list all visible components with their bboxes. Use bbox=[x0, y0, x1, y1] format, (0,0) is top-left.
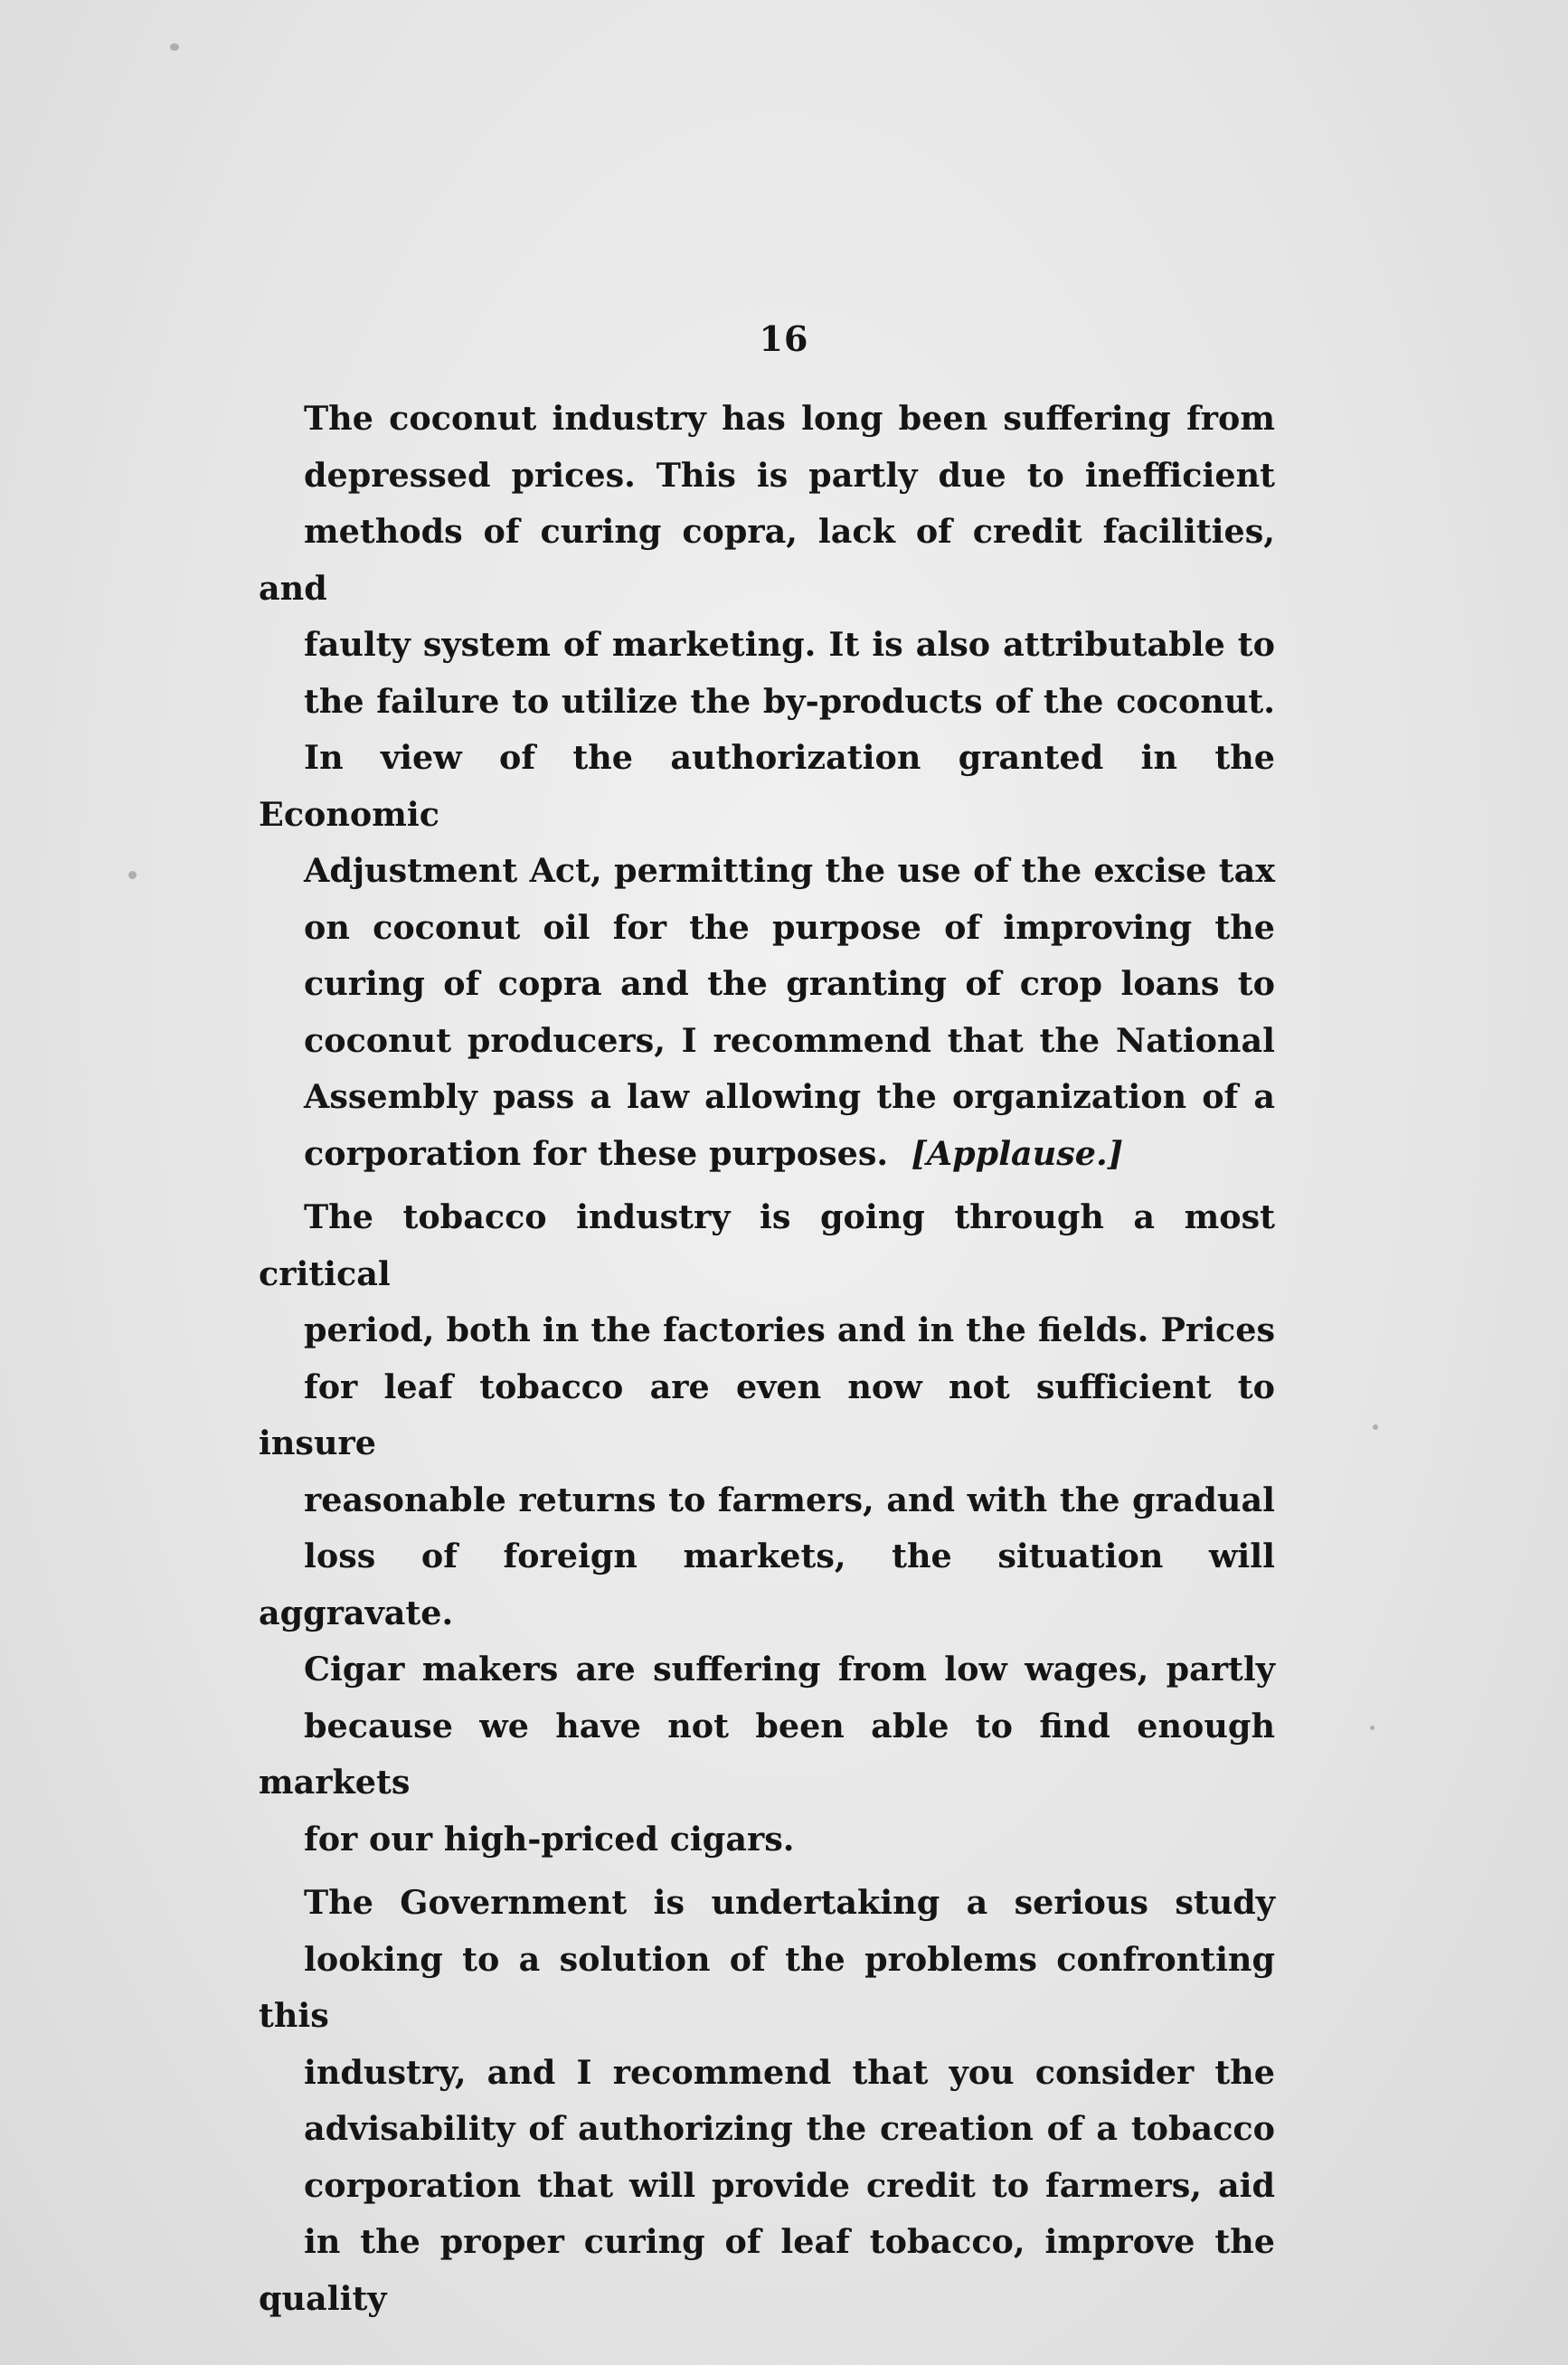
text-line-prefix: corporation for these purposes. bbox=[304, 1133, 889, 1173]
text-line: the failure to utilize the by-products of the coconut. bbox=[304, 681, 1275, 721]
text-line: The tobacco industry is going through a most critical bbox=[259, 1197, 1275, 1293]
text-line: faulty system of marketing. It is also attributable to bbox=[304, 625, 1275, 664]
text-line: looking to a solution of the problems confronting this bbox=[259, 1939, 1275, 2035]
text-line: because we have not been able to find enough markets bbox=[259, 1706, 1275, 1802]
text-line: for our high-priced cigars. bbox=[304, 1819, 795, 1859]
text-line: reasonable returns to farmers, and with the gradual bbox=[304, 1480, 1275, 1519]
text-line: curing of copra and the granting of crop loans to bbox=[304, 964, 1275, 1003]
text-line: period, both in the factories and in the fields. Prices bbox=[304, 1310, 1275, 1349]
paragraph-government bbox=[259, 1875, 1275, 2327]
text-line: advisability of authorizing the creation of a tobacco bbox=[304, 2109, 1275, 2148]
scan-speck bbox=[1370, 1726, 1374, 1730]
text-line: on coconut oil for the purpose of improving the bbox=[304, 907, 1275, 947]
text-line: loss of foreign markets, the situation will aggravate. bbox=[259, 1537, 1275, 1632]
applause-note: [Applause.] bbox=[911, 1133, 1123, 1173]
text-line: The Government is undertaking a serious study bbox=[304, 1883, 1275, 1922]
paragraph-tobacco bbox=[259, 1189, 1275, 1868]
text-line bbox=[259, 1126, 1275, 1183]
paragraph-coconut bbox=[259, 391, 1275, 1182]
text-line: corporation that will provide credit to farmers, aid bbox=[304, 2165, 1275, 2205]
scan-speck bbox=[170, 43, 179, 51]
scan-speck bbox=[128, 871, 137, 879]
scan-speck bbox=[1373, 1424, 1378, 1430]
text-line: Cigar makers are suffering from low wages, partly bbox=[304, 1650, 1275, 1689]
body-text bbox=[259, 391, 1275, 2334]
text-line: In view of the authorization granted in the Economic bbox=[259, 738, 1275, 834]
text-line: Assembly pass a law allowing the organization of a bbox=[304, 1077, 1275, 1116]
text-line: in the proper curing of leaf tobacco, improve the quality bbox=[259, 2222, 1275, 2318]
text-line: industry, and I recommend that you consider the bbox=[304, 2052, 1275, 2092]
text-line: coconut producers, I recommend that the National bbox=[304, 1020, 1275, 1060]
text-line: Adjustment Act, permitting the use of the excise tax bbox=[304, 851, 1275, 890]
text-line: methods of curing copra, lack of credit facilities, and bbox=[259, 512, 1275, 608]
text-line: depressed prices. This is partly due to inefficient bbox=[304, 455, 1275, 495]
text-line: for leaf tobacco are even now not sufficient to insure bbox=[259, 1367, 1275, 1462]
text-line: The coconut industry has long been suffering from bbox=[304, 399, 1275, 438]
page-number: 16 bbox=[759, 318, 809, 359]
